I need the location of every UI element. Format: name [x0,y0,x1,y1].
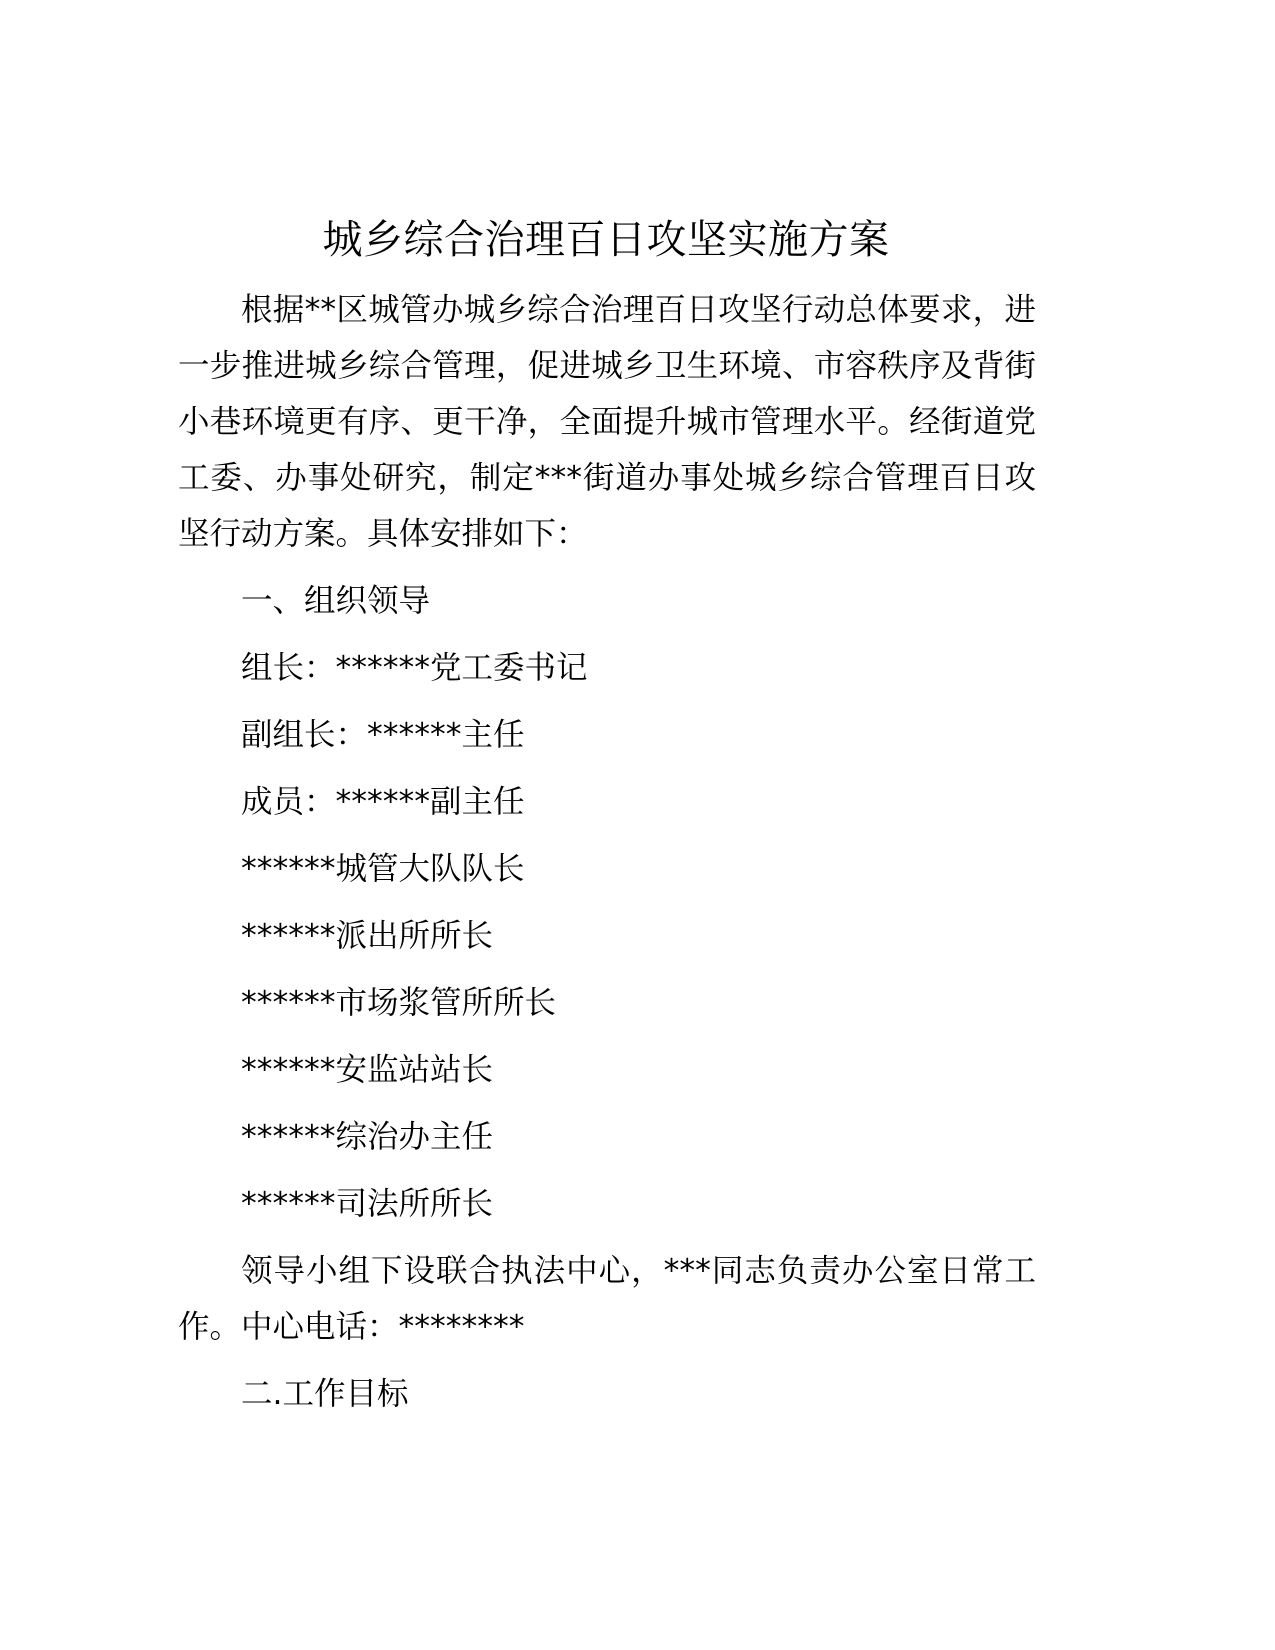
deputy-group-leader: 副组长：******主任 [241,717,525,753]
document-title: 城乡综合治理百日攻坚实施方案 [322,217,890,263]
member-line: ******安监站站长 [241,1052,494,1088]
section-heading-goals: 二.工作目标 [241,1376,409,1412]
group-leader: 组长：******党工委书记 [241,650,588,686]
member-line: 成员：******副主任 [241,784,525,820]
office-paragraph: 领导小组下设联合执法中心，***同志负责办公室日常工作。中心电话：******** [178,1253,1036,1345]
member-line: ******市场浆管所所长 [241,985,557,1021]
member-line: ******城管大队队长 [241,851,525,887]
member-line: ******综治办主任 [241,1119,494,1155]
document-body [178,282,1036,1433]
intro-paragraph: 根据**区城管办城乡综合治理百日攻坚行动总体要求，进一步推进城乡综合管理，促进城乡卫生环境、市容秩序及背街小巷环境更有序、更干净，全面提升城市管理水平。经街道党工委、办事处研究，制定***街道办事处城乡综合管理百日攻坚行动方案。具体安排如下： [178,292,1036,552]
section-heading-organization: 一、组织领导 [241,583,431,619]
member-line: ******司法所所长 [241,1186,494,1222]
member-line: ******派出所所长 [241,918,494,954]
